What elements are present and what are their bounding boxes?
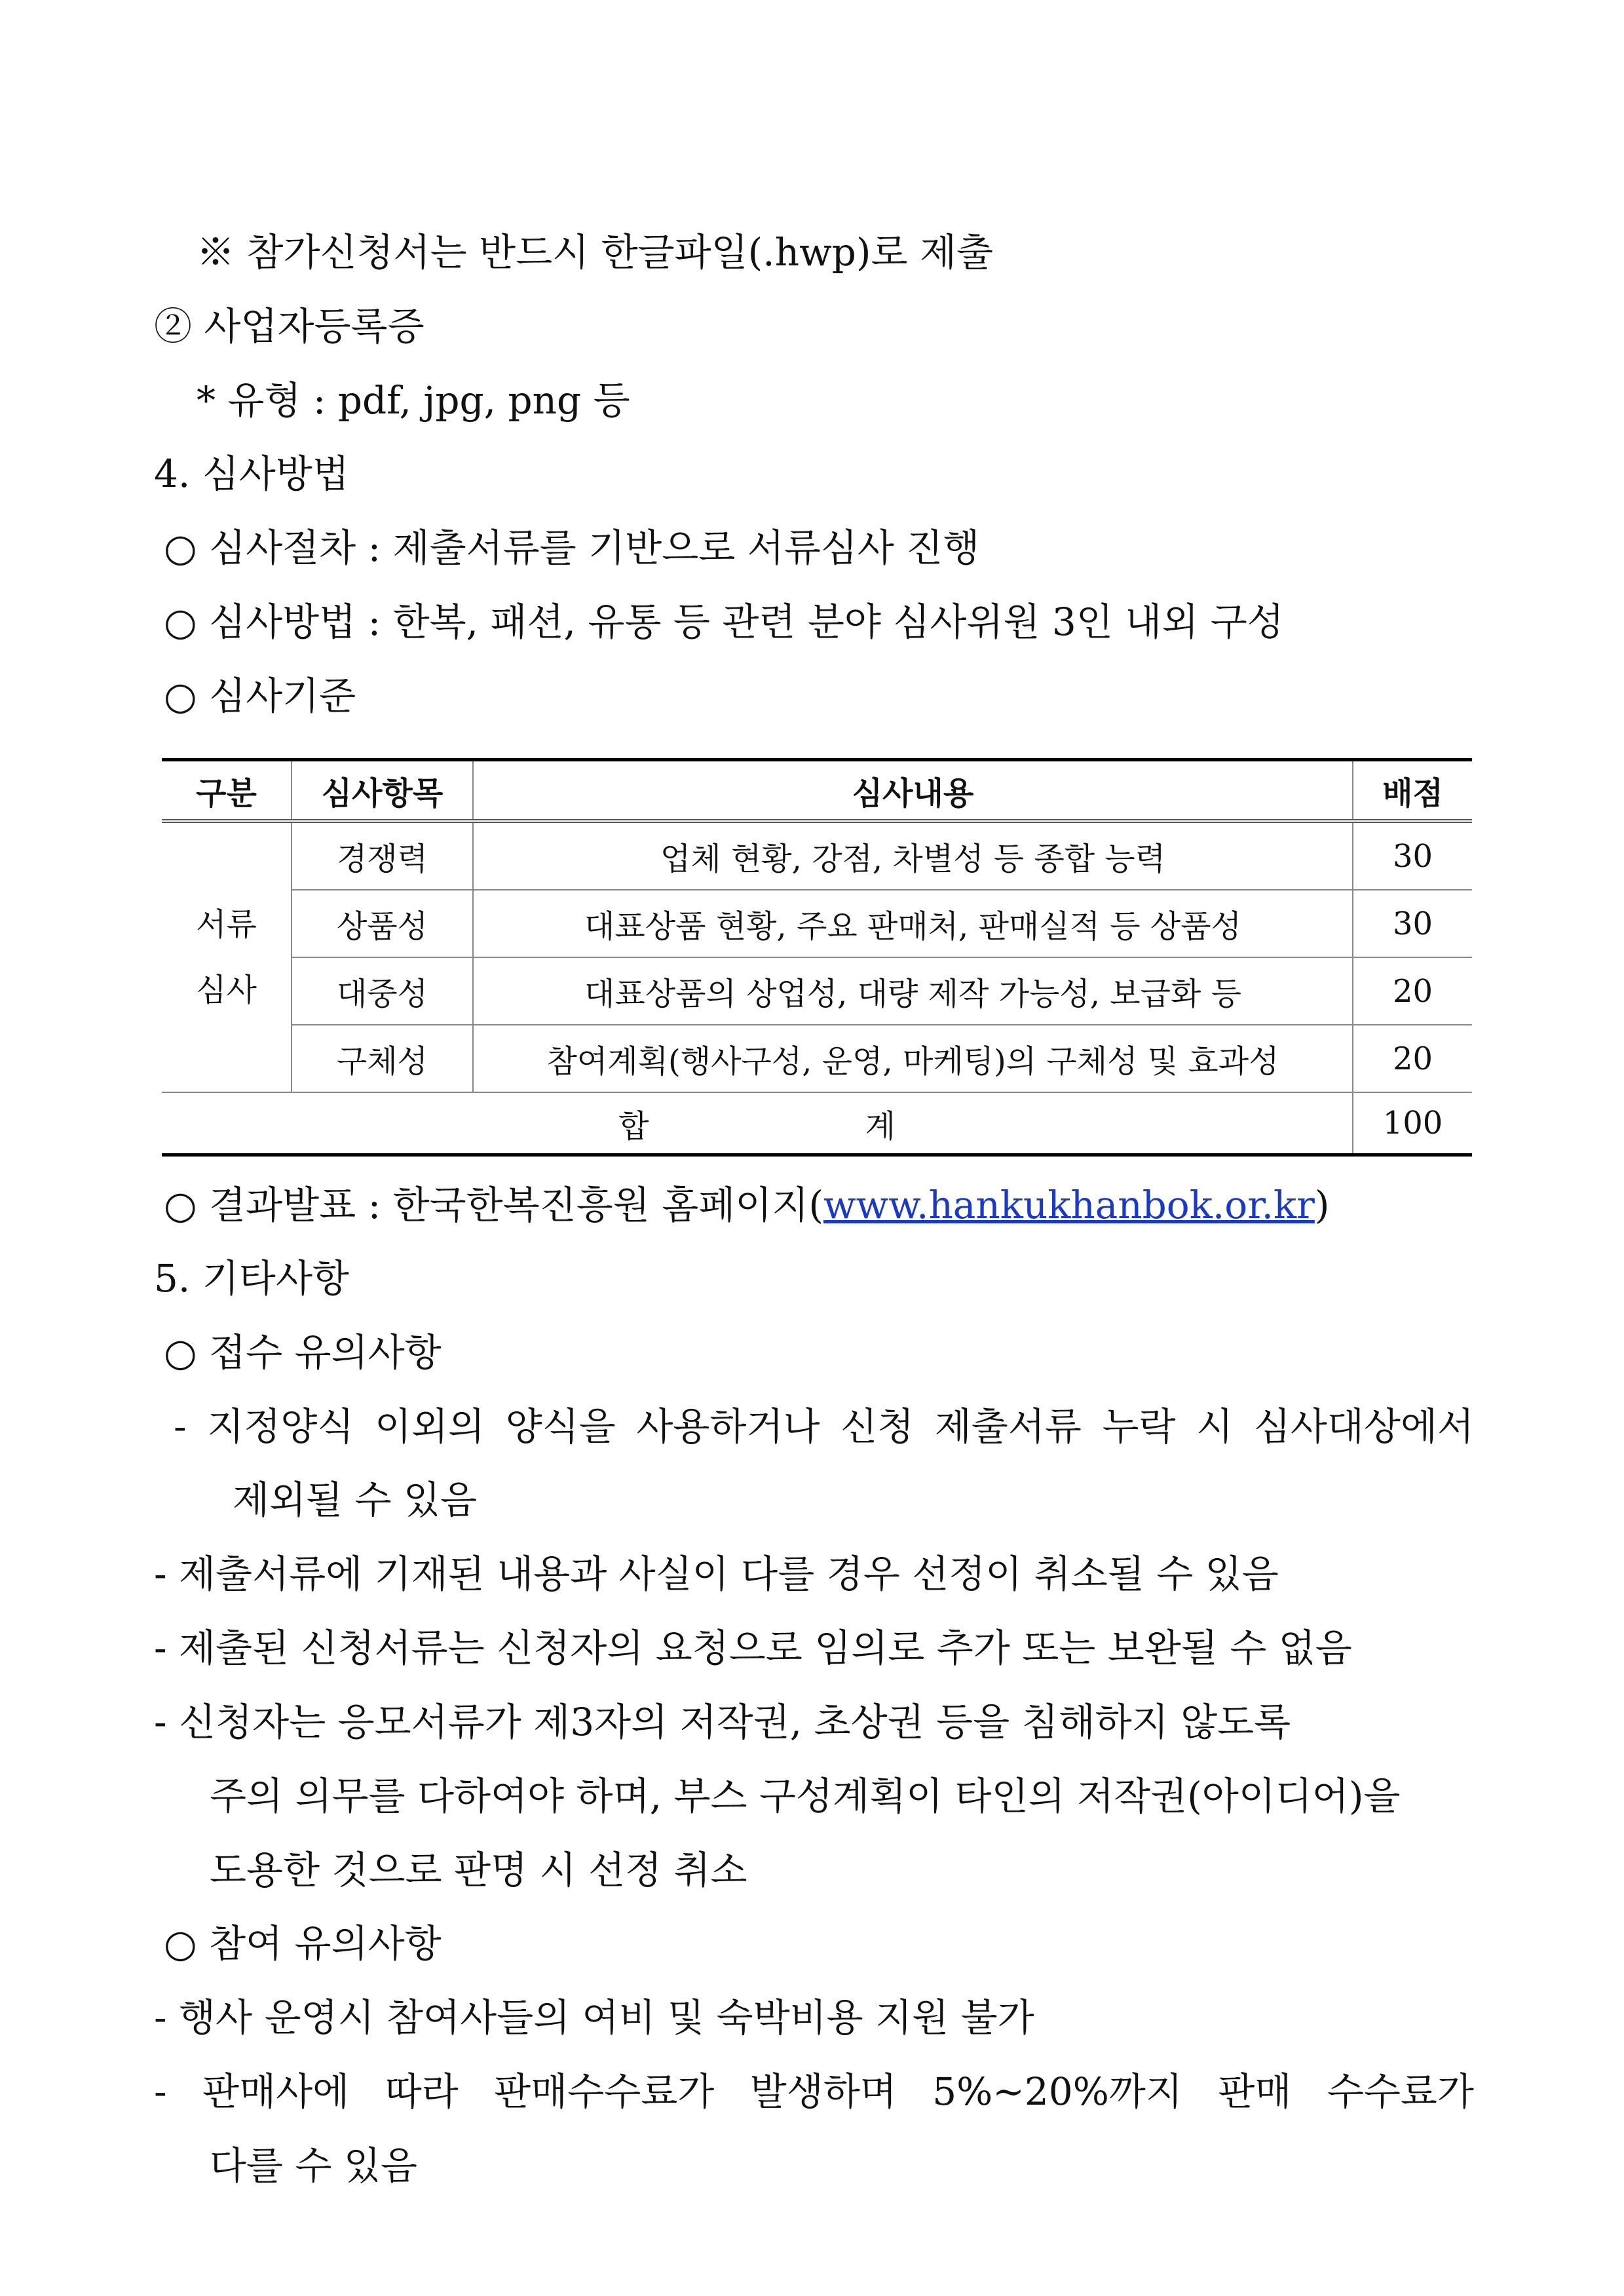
item-name: 상품성 xyxy=(292,890,473,957)
word: 판매수수료가 xyxy=(494,2069,715,2114)
item-score: 20 xyxy=(1353,957,1472,1025)
table-header-row xyxy=(162,760,1472,822)
participation-note-2-cont: 다를 수 있음 xyxy=(210,2143,418,2188)
submission-note-2: - 제출서류에 기재된 내용과 사실이 다를 경우 선정이 취소될 수 있음 xyxy=(154,1552,1279,1596)
submission-note-1 xyxy=(174,1400,1474,1453)
review-panel: ○ 심사방법 : 한복, 패션, 유통 등 관련 분야 심사위원 3인 내외 구성 xyxy=(164,600,1284,644)
header-category: 구분 xyxy=(162,760,292,822)
word: 신청 xyxy=(840,1404,915,1449)
header-score: 배점 xyxy=(1353,760,1472,822)
word: 심사대상에서 xyxy=(1253,1404,1474,1449)
item-score: 30 xyxy=(1353,890,1472,957)
submission-note-4-cont2: 도용한 것으로 판명 시 선정 취소 xyxy=(210,1848,747,1892)
participation-notes-label: ○ 참여 유의사항 xyxy=(164,1921,442,1966)
section-title-other: 5. 기타사항 xyxy=(154,1256,349,1301)
submission-note-4: - 신청자는 응모서류가 제3자의 저작권, 초상권 등을 침해하지 않도록 xyxy=(154,1700,1291,1744)
word: 판매 xyxy=(1218,2069,1292,2114)
total-label-char2: 계 xyxy=(865,1107,896,1145)
item-content: 대표상품의 상업성, 대량 제작 가능성, 보급화 등 xyxy=(473,957,1353,1025)
homepage-link[interactable]: www.hankukhanbok.or.kr xyxy=(823,1183,1315,1227)
criteria-table xyxy=(162,758,1472,1157)
item-name: 대중성 xyxy=(292,957,473,1025)
submission-note-4-cont1: 주의 의무를 다하여야 하며, 부스 구성계획이 타인의 저작권(아이디어)을 xyxy=(210,1774,1401,1818)
total-label xyxy=(162,1092,1353,1155)
review-criteria-label: ○ 심사기준 xyxy=(164,674,356,718)
participation-note-2 xyxy=(154,2065,1474,2118)
word: 5%~20%까지 xyxy=(932,2069,1182,2114)
item-content: 업체 현황, 강점, 차별성 등 종합 능력 xyxy=(473,821,1353,890)
category-label-line2: 심사 xyxy=(196,972,257,1008)
item-name: 경쟁력 xyxy=(292,821,473,890)
table-row xyxy=(162,957,1472,1025)
result-announcement-text: ○ 결과발표 : 한국한복진흥원 홈페이지( xyxy=(164,1183,823,1227)
word: - xyxy=(154,2069,167,2114)
word: 사용하거나 xyxy=(636,1404,820,1449)
word: 수수료가 xyxy=(1327,2069,1474,2114)
section-title-review-method: 4. 심사방법 xyxy=(154,451,349,496)
word: 지정양식 xyxy=(207,1404,354,1449)
word: 제출서류 xyxy=(934,1404,1082,1449)
word: 따라 xyxy=(385,2069,459,2114)
review-procedure: ○ 심사절차 : 제출서류를 기반으로 서류심사 진행 xyxy=(164,526,980,570)
table-row xyxy=(162,890,1472,957)
category-label-line1: 서류 xyxy=(196,906,257,943)
item-score: 30 xyxy=(1353,821,1472,890)
note-application-format: ※ 참가신청서는 반드시 한글파일(.hwp)로 제출 xyxy=(197,230,994,275)
item-name: 구체성 xyxy=(292,1025,473,1092)
total-score: 100 xyxy=(1353,1092,1472,1155)
item-content: 대표상품 현황, 주요 판매처, 판매실적 등 상품성 xyxy=(473,890,1353,957)
word: 판매사에 xyxy=(202,2069,350,2114)
table-total-row xyxy=(162,1092,1472,1155)
item-business-registration: ② 사업자등록증 xyxy=(154,304,425,349)
word: - xyxy=(174,1404,187,1449)
category-document-review xyxy=(162,821,292,1092)
word: 발생하며 xyxy=(749,2069,897,2114)
word: 누락 xyxy=(1102,1404,1176,1449)
table-row xyxy=(162,1025,1472,1092)
word: 양식을 xyxy=(505,1404,616,1449)
table-row xyxy=(162,821,1472,890)
result-announcement xyxy=(164,1179,1330,1231)
submission-notes-label: ○ 접수 유의사항 xyxy=(164,1330,442,1375)
item-content: 참여계획(행사구성, 운영, 마케팅)의 구체성 및 효과성 xyxy=(473,1025,1353,1092)
result-announcement-close: ) xyxy=(1314,1183,1330,1227)
item-score: 20 xyxy=(1353,1025,1472,1092)
header-content: 심사내용 xyxy=(473,760,1353,822)
total-label-char1: 합 xyxy=(618,1107,649,1145)
submission-note-3: - 제출된 신청서류는 신청자의 요청으로 임의로 추가 또는 보완될 수 없음 xyxy=(154,1626,1352,1670)
word: 시 xyxy=(1196,1404,1234,1449)
note-file-types: * 유형 : pdf, jpg, png 등 xyxy=(197,378,630,423)
participation-note-1: - 행사 운영시 참여사들의 여비 및 숙박비용 지원 불가 xyxy=(154,1995,1034,2040)
submission-note-1-cont: 제외될 수 있음 xyxy=(233,1478,478,1522)
header-item: 심사항목 xyxy=(292,760,473,822)
word: 이외의 xyxy=(374,1404,485,1449)
